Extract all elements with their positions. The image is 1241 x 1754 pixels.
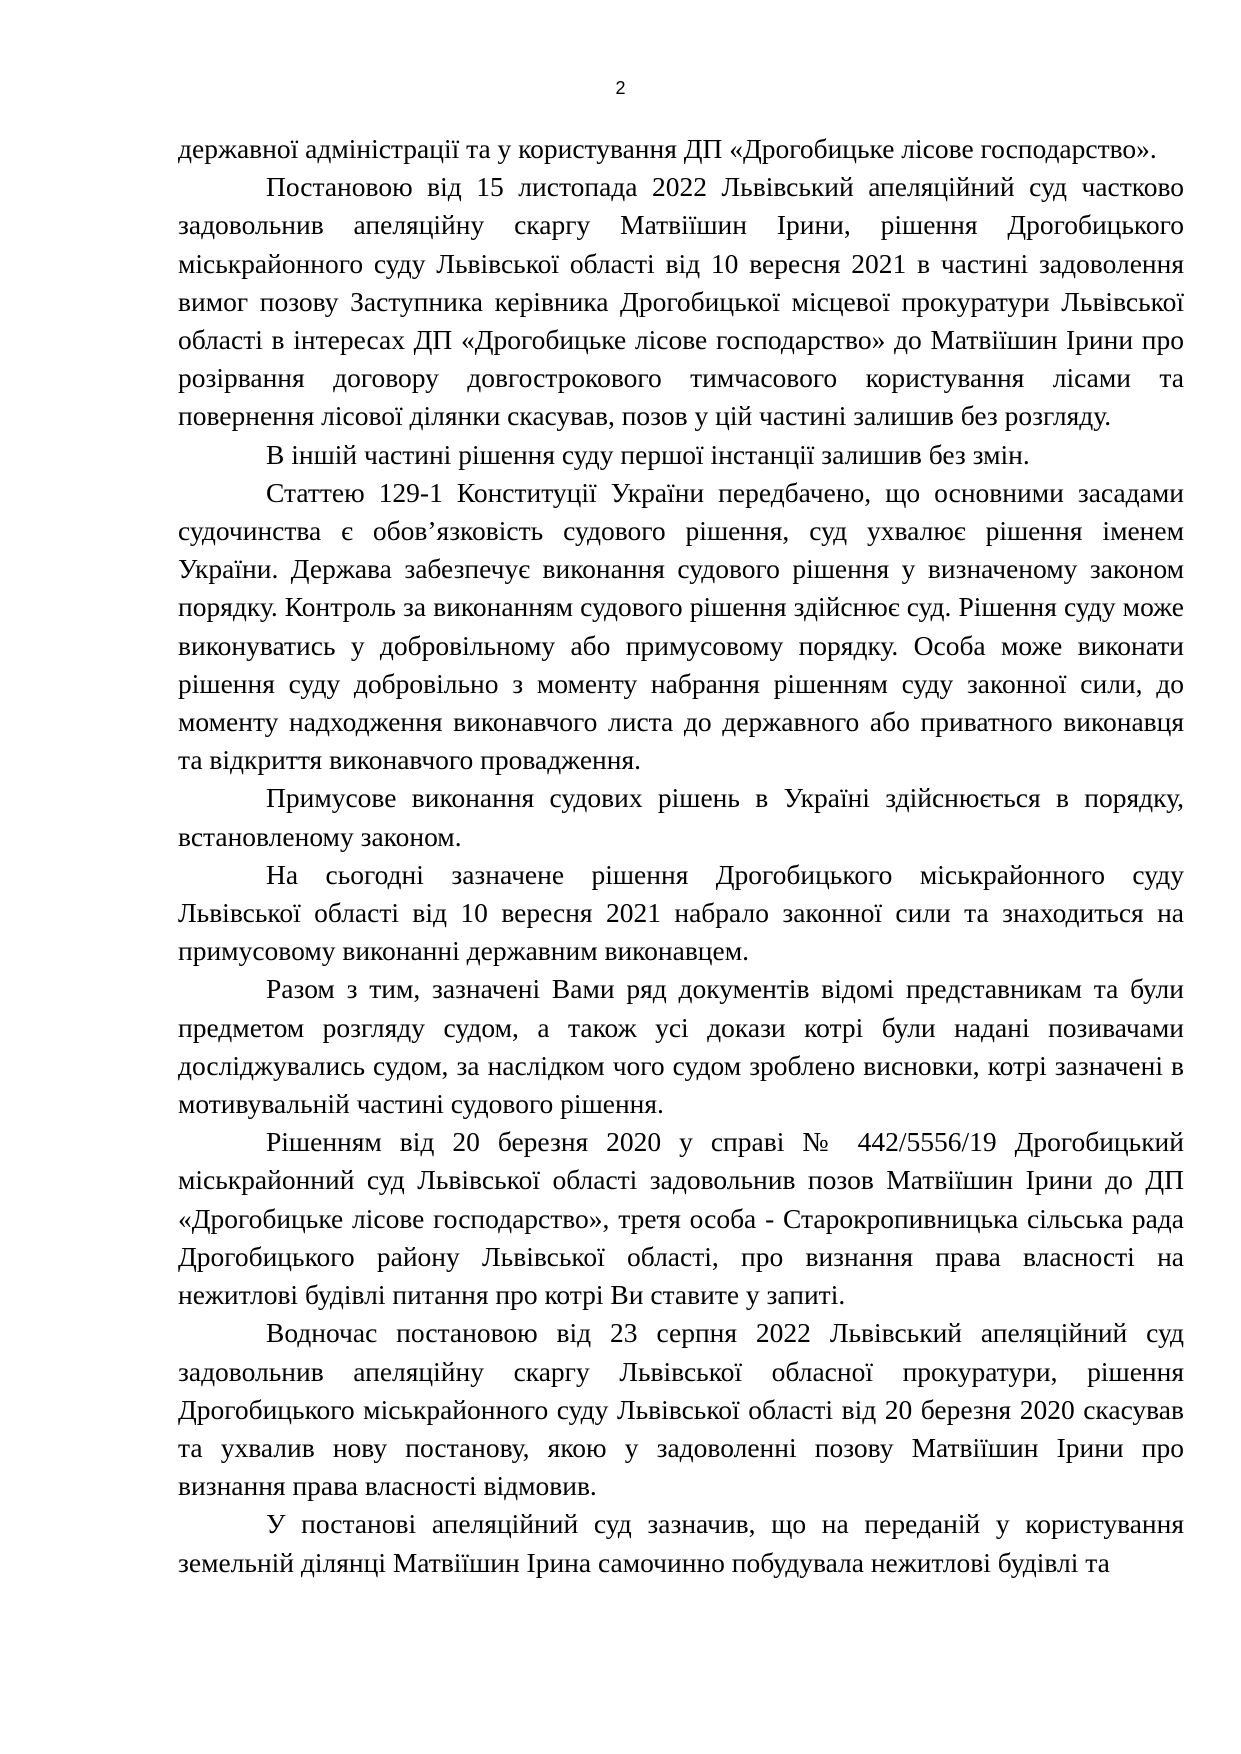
paragraph-appeal-ruling-aug-2022: Водночас постановою від 23 серпня 2022 Львівський апеляційний суд задовольнив апеляційну скаргу Львівської обласної прокуратури, рішення Дрогобицького міськрайонного суду Львівської області від 20 березня 2020 скасував та ухвалив нову постанову, якою у задоволенні позову Матвіїшин Ірини про визнання права власності відмовив.: [178, 1317, 1184, 1502]
paragraph-current-status: На сьогодні зазначене рішення Дрогобицького міськрайонного суду Львівської області від 10 вересня 2021 набрало законної сили та знаходиться на примусовому виконанні державним виконавцем.: [178, 858, 1184, 967]
paragraph-ruling-march-2020: Рішенням від 20 березня 2020 у справі № 442/5556/19 Дрогобицький міськрайонний суд Львівської області задовольнив позов Матвіїшин Ірини до ДП «Дрогобицьке лісове господарство», третя особа - Старокропивницька сільська рада Дрогобицького району Львівської області, про визнання права власності на нежитлові будівлі питання про котрі Ви ставите у запиті.: [178, 1126, 1184, 1311]
page-number: 2: [615, 78, 626, 98]
paragraph-appeal-ruling-nov-2022: Постановою від 15 листопада 2022 Львівський апеляційний суд частково задовольнив апеляційну скаргу Матвіїшин Ірини, рішення Дрогобицького міськрайонного суду Львівської області від 10 вересня 2021 в частині задоволення вимог позову Заступника керівника Дрогобицької місцевої прокуратури Львівської області в інтересах ДП «Дрогобицьке лісове господарство» до Матвіїшин Ірини про розірвання договору довгострокового тимчасового користування лісами та повернення лісової ділянки скасував, позов у цій частині залишив без розгляду.: [178, 171, 1184, 432]
paragraph-constitution-article: Статтею 129-1 Конституції України передбачено, що основними засадами судочинства є обов’язковість судового рішення, суд ухвалює рішення іменем України. Держава забезпечує виконання судового рішення у визначеному законом порядку. Контроль за виконанням судового рішення здійснює суд. Рішення суду може виконуватись у добровільному або примусовому порядку. Особа може виконати рішення суду добровільно з моменту набрання рішенням суду законної сили, до моменту надходження виконавчого листа до державного або приватного виконавця та відкриття виконавчого провадження.: [178, 476, 1184, 776]
paragraph-documents-considered: Разом з тим, зазначені Вами ряд документів відомі представникам та були предметом розгляду судом, а також усі докази котрі були надані позивачами досліджувались судом, за наслідком чого судом зроблено висновки, котрі зазначені в мотивувальній частині судового рішення.: [178, 973, 1184, 1120]
paragraph-enforcement: Примусове виконання судових рішень в Україні здійснюється в порядку, встановленому законом.: [178, 782, 1184, 852]
paragraph-continuation: державної адміністрації та у користування ДП «Дрогобицьке лісове господарство».: [178, 133, 1157, 164]
paragraph-appeal-court-noted: У постанові апеляційний суд зазначив, що на переданій у користування земельній ділянці Матвіїшин Ірина самочинно побудувала нежитлові будівлі та: [178, 1508, 1184, 1578]
document-body: [178, 130, 1184, 1582]
paragraph-remaining-part: В іншій частині рішення суду першої інстанції залишив без змін.: [266, 438, 1030, 470]
